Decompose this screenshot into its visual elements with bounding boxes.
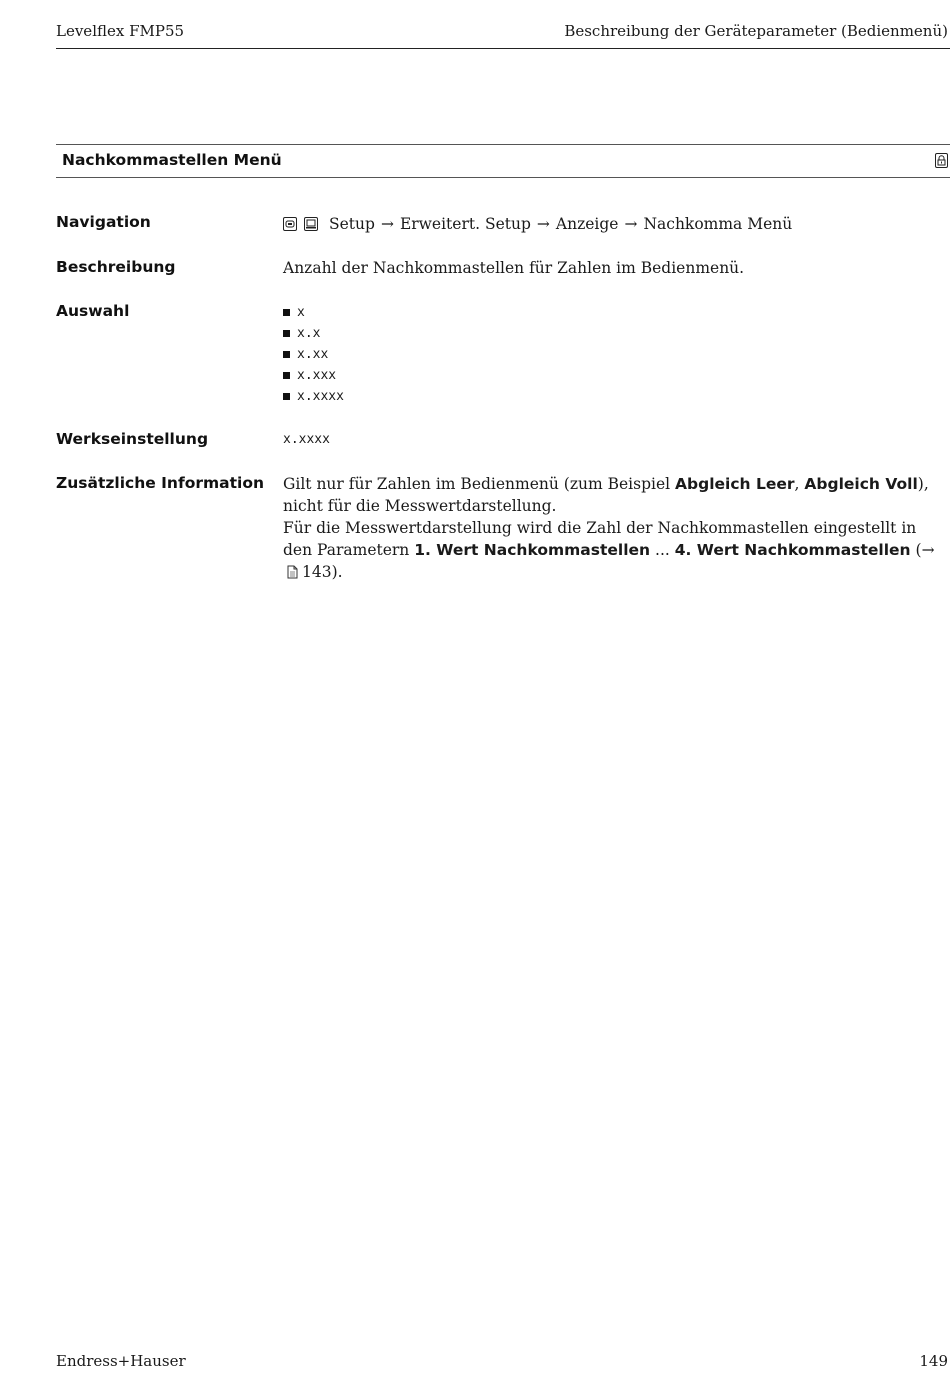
operating-tool-icon <box>304 217 318 231</box>
list-item: x.xxxx <box>283 386 942 407</box>
navigation-label: Navigation <box>56 213 151 231</box>
nav-step-1: Setup <box>329 215 375 233</box>
bullet-square-icon <box>283 393 290 400</box>
page-ref-number[interactable]: 143 <box>302 563 332 581</box>
nav-arrow-icon: → <box>380 215 394 233</box>
param-abgleich-voll: Abgleich Voll <box>804 475 918 493</box>
param-wert-1: 1. Wert Nachkommastellen <box>414 541 651 559</box>
footer-company: Endress+Hauser <box>56 1352 186 1370</box>
lock-icon <box>935 153 948 168</box>
list-item: x <box>283 302 942 323</box>
bullet-square-icon <box>283 330 290 337</box>
additional-paragraph-2: Für die Messwertdarstellung wird die Zahl der Nachkommastellen eingestellt in den Parametern 1. Wert Nachkommastellen ... 4. Wert Nachkommastellen (→143). <box>283 517 942 585</box>
selection-list <box>283 302 942 407</box>
header-product: Levelflex FMP55 <box>56 22 185 40</box>
page-number: 149 <box>919 1352 948 1370</box>
list-item: x.xx <box>283 344 942 365</box>
factory-value: x.xxxx <box>283 432 330 447</box>
factory-label: Werkseinstellung <box>56 430 209 448</box>
display-key-icon <box>283 217 297 231</box>
description-label: Beschreibung <box>56 258 176 276</box>
list-item: x.xxx <box>283 365 942 386</box>
nav-step-4: Nachkomma Menü <box>643 215 793 233</box>
nav-step-2: Erweitert. Setup <box>399 215 531 233</box>
description-text: Anzahl der Nachkommastellen für Zahlen im Bedienmenü. <box>283 259 745 277</box>
nav-arrow-icon: → <box>624 215 638 233</box>
page-ref-icon <box>287 563 298 585</box>
additional-text <box>283 473 942 585</box>
navigation-path <box>283 213 942 235</box>
selection-label: Auswahl <box>56 302 130 320</box>
additional-paragraph-1: Gilt nur für Zahlen im Bedienmenü (zum Beispiel Abgleich Leer, Abgleich Voll), nicht für die Messwertdarstellung. <box>283 475 929 515</box>
section-title-box <box>56 144 950 178</box>
header-chapter: Beschreibung der Geräteparameter (Bedienmenü) <box>564 22 948 40</box>
bullet-square-icon <box>283 372 290 379</box>
nav-arrow-icon: → <box>536 215 550 233</box>
additional-label: Zusätzliche Information <box>56 474 265 492</box>
param-abgleich-leer: Abgleich Leer <box>675 475 795 493</box>
nav-step-3: Anzeige <box>555 215 619 233</box>
list-item: x.x <box>283 323 942 344</box>
param-wert-4: 4. Wert Nachkommastellen <box>674 541 911 559</box>
section-title: Nachkommastellen Menü <box>62 151 282 169</box>
bullet-square-icon <box>283 309 290 316</box>
bullet-square-icon <box>283 351 290 358</box>
header-rule <box>56 48 950 49</box>
